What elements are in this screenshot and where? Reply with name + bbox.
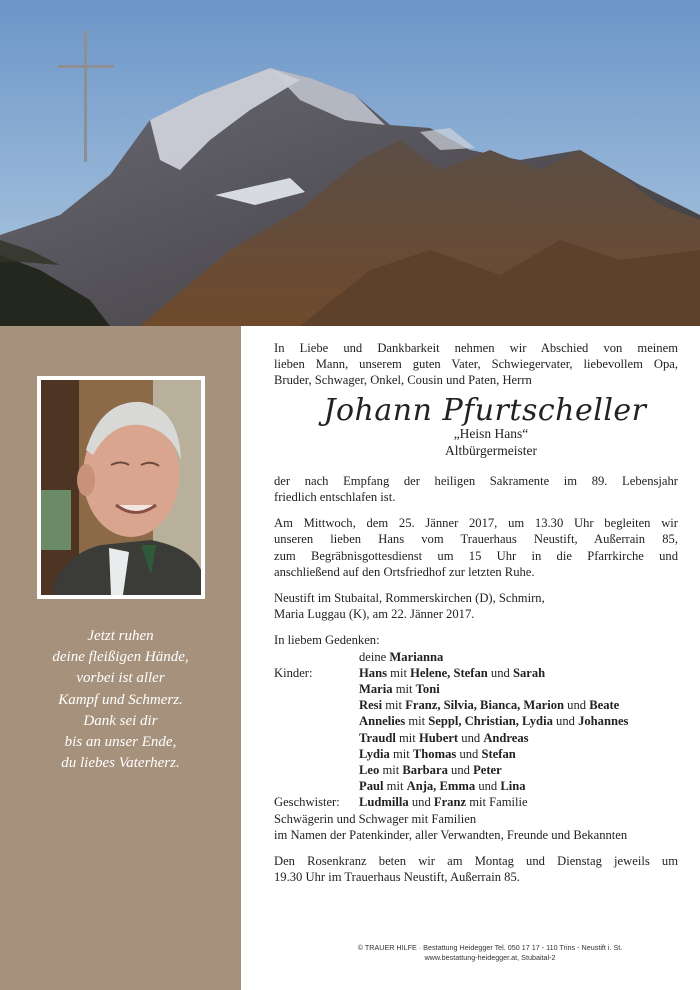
person-name: Beate — [589, 698, 620, 713]
connector-text: mit — [389, 746, 413, 761]
child-family — [359, 697, 678, 713]
ceremony-line: unseren lieben Hans vom Trauerhaus Neustift, Außerrain 85, — [274, 532, 678, 547]
siblings-text — [359, 794, 678, 810]
footer-line: © TRAUER HILFE · Bestattung Heidegger Tel. 050 17 17 - 110 Trins - Neustift i. St. — [357, 943, 623, 952]
child-row — [274, 762, 678, 778]
mourners-list — [274, 632, 678, 843]
connector-text: mit — [382, 698, 406, 713]
child-family — [359, 665, 678, 681]
ceremony-paragraph — [274, 515, 678, 580]
poem-line: Dank sei dir — [83, 712, 158, 729]
connector-text: mit Familie — [466, 795, 528, 810]
poem-line: vorbei ist aller — [76, 670, 165, 687]
children-label: Kinder: — [274, 665, 313, 680]
footer-line: www.bestattung-heidegger.at, Stubaital-2 — [424, 953, 556, 962]
place-date-paragraph — [274, 590, 678, 622]
rosary-paragraph — [274, 853, 678, 885]
person-name: Barbara — [402, 763, 448, 778]
child-row — [274, 778, 678, 794]
connector-text: mit — [392, 682, 416, 697]
person-name: Johannes — [578, 714, 629, 729]
ceremony-line: Am Mittwoch, dem 25. Jänner 2017, um 13.30 Uhr begleiten wir — [274, 516, 678, 531]
person-name: Toni — [415, 682, 440, 697]
person-name: Lydia — [359, 746, 390, 761]
connector-text: mit — [395, 730, 419, 745]
person-name: Lina — [500, 779, 526, 794]
person-name: Annelies — [359, 714, 406, 729]
child-row — [274, 697, 678, 713]
wife-prefix: deine — [359, 649, 390, 664]
siblings-row — [274, 794, 678, 810]
intro-line: lieben Mann, unserem guten Vater, Schwiegervater, liebevollem Opa, — [274, 357, 678, 372]
connector-text: und — [487, 665, 513, 680]
person-name: Helene, Stefan — [410, 665, 488, 680]
connector-text: und — [475, 779, 501, 794]
memorial-poem — [0, 626, 241, 774]
ceremony-line: zum Begräbnisgottesdienst um 15 Uhr in die Pfarrkirche und — [274, 548, 678, 563]
poem-line: du liebes Vaterherz. — [61, 755, 180, 772]
poem-line: Jetzt ruhen — [87, 628, 154, 644]
person-name: Paul — [359, 779, 384, 794]
rosary-line: 19.30 Uhr im Trauerhaus Neustift, Außerrain 85. — [274, 870, 520, 885]
others-line: im Namen der Patenkinder, aller Verwandten, Freunde und Bekannten — [274, 827, 628, 842]
connector-text: und — [458, 730, 484, 745]
person-name: Anja, Emma — [406, 779, 476, 794]
person-name: Thomas — [412, 746, 457, 761]
child-family — [359, 681, 678, 697]
intro-line: Bruder, Schwager, Onkel, Cousin und Paten, Herrn — [274, 373, 532, 388]
poem-line: Kampf und Schmerz. — [58, 691, 183, 708]
footer — [300, 943, 680, 963]
child-row — [274, 746, 678, 762]
person-name: Leo — [359, 763, 380, 778]
person-name: Traudl — [359, 730, 396, 745]
in-laws-line: Schwägerin und Schwager mit Familien — [274, 811, 477, 826]
connector-text: und — [552, 714, 579, 729]
child-row — [274, 730, 678, 746]
place-date-line: Maria Luggau (K), am 22. Jänner 2017. — [274, 607, 475, 622]
children-list — [274, 665, 678, 795]
death-line: der nach Empfang der heiligen Sakramente im 89. Lebensjahr — [274, 473, 678, 488]
portrait-photo — [37, 376, 205, 599]
person-name: Franz, Silvia, Bianca, Marion — [405, 698, 565, 713]
child-family — [359, 762, 678, 778]
person-name: Resi — [359, 698, 383, 713]
person-name: Hubert — [418, 730, 459, 745]
rosary-line: Den Rosenkranz beten wir am Montag und Dienstag jeweils um — [274, 854, 678, 869]
sidebar — [0, 326, 241, 990]
connector-text: mit — [405, 714, 429, 729]
mountain-landscape-image — [0, 0, 700, 326]
connector-text: und — [408, 795, 434, 810]
nickname: „Heisn Hans“ — [453, 425, 529, 441]
poem-line: bis an unser Ende, — [64, 734, 177, 751]
intro-line: In Liebe und Dankbarkeit nehmen wir Abschied von meinem — [274, 341, 678, 355]
place-date-line: Neustift im Stubaital, Rommerskirchen (D), Schmirn, — [274, 591, 545, 606]
deceased-name: Johann Pfurtscheller — [323, 392, 647, 428]
honorary-title: Altbürgermeister — [445, 442, 537, 458]
siblings-label: Geschwister: — [274, 795, 340, 810]
connector-text: und — [564, 698, 590, 713]
connector-text: und — [447, 763, 474, 778]
mourners-heading: In liebem Gedenken: — [274, 633, 380, 648]
death-line: friedlich entschlafen ist. — [274, 490, 396, 505]
child-row — [274, 681, 678, 697]
child-family — [359, 730, 678, 746]
person-name: Stefan — [481, 746, 516, 761]
person-name: Ludmilla — [359, 795, 409, 810]
wife-row — [274, 649, 678, 665]
poem-line: deine fleißigen Hände, — [52, 649, 189, 666]
person-name: Sarah — [512, 665, 546, 680]
child-family — [359, 778, 678, 794]
wife-name: Marianna — [389, 649, 444, 664]
child-row — [274, 713, 678, 729]
connector-text: mit — [379, 763, 403, 778]
person-name: Andreas — [483, 730, 529, 745]
person-name: Franz — [433, 795, 467, 810]
connector-text: und — [456, 746, 482, 761]
intro-paragraph — [274, 340, 678, 389]
person-name: Peter — [473, 763, 502, 778]
obituary-text — [274, 340, 678, 885]
child-family — [359, 746, 678, 762]
ceremony-line: anschließend auf den Ortsfriedhof zur letzten Ruhe. — [274, 564, 535, 579]
connector-text: mit — [387, 665, 411, 680]
child-family — [359, 713, 678, 729]
connector-text: mit — [383, 779, 407, 794]
person-name: Maria — [359, 682, 393, 697]
death-paragraph — [274, 473, 678, 505]
person-name: Hans — [359, 665, 387, 680]
person-name: Seppl, Christian, Lydia — [428, 714, 553, 729]
child-row — [274, 665, 678, 681]
